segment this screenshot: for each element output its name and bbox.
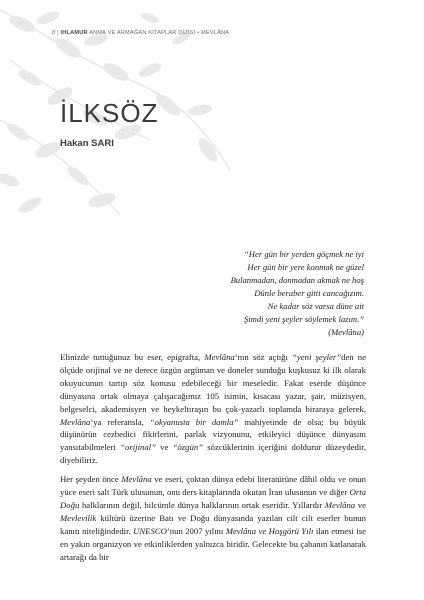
- text-run: ilan etmesi ise en yakın organizyon ve etkinliklerden yalnızca biridir. Gelecekte bu çabanın katlanarak artarağı da bir: [60, 525, 366, 562]
- text-run: den ne ölçüde orijinal ve ne derece özgün argüman ve doneler sunduğu kuşkusuz ki ilk olarak okuyucunun tartıp söz konusu edebileceği bir meseledir. Fakat eserde düşünce dünyasına ortak olmaya çalışacağımız 105 isimin, kısacası yazar, şair, müzisyen, belgeselci, akademisyen ve heykeltıraşın bu çok-yazarlı toplamda biraraya gelerek,: [60, 352, 366, 414]
- poem-line: Şimdi yeni şeyler söylemek lazım.”: [243, 314, 364, 324]
- poem-line: Ne kadar söz varsa düne ait: [267, 301, 364, 311]
- text-run: ’nun 2007 yılını: [166, 525, 226, 536]
- emphasis-text: Mevlâna: [204, 352, 235, 362]
- running-head-separator: |: [57, 30, 61, 36]
- text-run: kültürü üzerine Batı ve Doğu dünyasında yazılan cilt cilt eserler bunun kanıtı niteliğindedir.: [60, 512, 366, 536]
- emphasis-text: Mevlâna: [324, 499, 356, 510]
- poem-line: Bulanmadan, donmadan akmak ne hoş: [230, 275, 364, 285]
- emphasis-text: Mevlâna: [60, 416, 91, 427]
- text-run: Elinizde tuttuğunuz bu eser, epigrafta,: [60, 352, 205, 362]
- text-run: Her şeyden önce: [60, 474, 122, 485]
- text-run: mahiyetinde de olsa; bu büyük düşünürün cezbedici fikirlerini, parlak vizyonunu, etkileyici düşünce dünyasını yansıtabilmeleri: [60, 416, 366, 453]
- body-text: [60, 351, 366, 570]
- running-head: [52, 30, 229, 36]
- series-name-bold: IHLAMUR: [60, 30, 88, 36]
- running-head-bullet: •: [197, 30, 202, 36]
- text-run: ’nın söz açtığı: [234, 352, 293, 362]
- emphasis-text: Orta Doğu: [60, 487, 366, 510]
- poem-line: Dünle beraber gitti cancağızım.: [254, 288, 364, 298]
- emphasis-text: UNESCO: [133, 525, 167, 536]
- emphasis-text: “orijinal”: [120, 442, 156, 453]
- emphasis-text: “okyanusta bir damla”: [149, 416, 239, 427]
- paragraph: [60, 351, 366, 467]
- emphasis-text: Mevlâna: [121, 474, 152, 485]
- emphasis-text: “özgün”: [172, 442, 204, 453]
- book-name: MEVLÂNA: [201, 30, 230, 36]
- page-number: 8: [52, 30, 56, 36]
- text-run: ve: [355, 499, 367, 510]
- emphasis-text: Mevlevilik: [60, 512, 97, 523]
- poem-attribution: (Mevlâna): [328, 327, 364, 337]
- text-run: halklarının değil, bilcümle dünya halklarının ortak eseridir. Yıllardır: [79, 499, 325, 510]
- chapter-title: İLKSÖZ: [60, 98, 159, 128]
- emphasis-text: Mevlâna ve Hoşgörü Yılı: [225, 525, 314, 536]
- poem-line: “Her gün bir yerden göçmek ne iyi: [244, 249, 364, 259]
- text-run: ’ya referansla,: [90, 416, 150, 427]
- epigraph-poem: [164, 248, 364, 339]
- poem-line: Her gün bir yere konmak ne güzel: [247, 262, 364, 272]
- series-name: ANMA VE ARMAĞAN KİTAPLAR DİZİSİ: [89, 30, 196, 36]
- text-run: ve eseri, çoktan dünya edebi literatürüne dâhil oldu ve onun yüce eseri salt Türk ulusunun, onu ders kitaplarında okutan İran ulusunun ve diğer: [60, 474, 366, 498]
- text-run: ve: [155, 442, 173, 453]
- paragraph: [60, 473, 366, 563]
- emphasis-text: “yeni şeyler”: [292, 352, 342, 362]
- text-run: sözcüklerinin içeriğini doldurur düzeydedir, diyebiliriz.: [60, 442, 367, 466]
- author-name: Hakan SARI: [60, 138, 114, 149]
